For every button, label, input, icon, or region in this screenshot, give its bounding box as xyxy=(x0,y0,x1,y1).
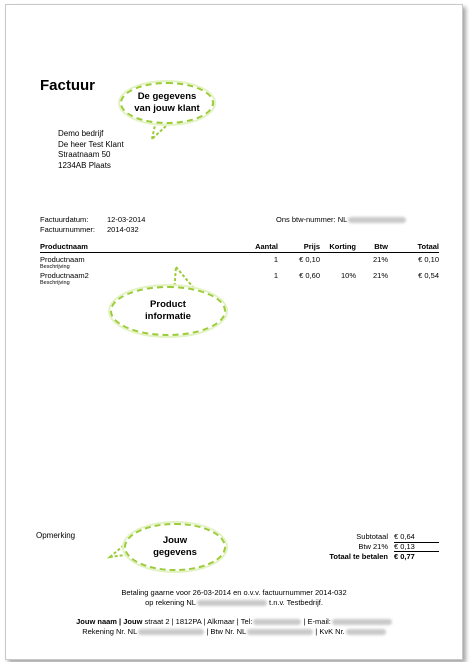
col-product: Productnaam xyxy=(40,242,210,253)
vat-number-prefix: NL xyxy=(337,215,348,224)
footer-postal-city: 1812PA | Alkmaar xyxy=(175,617,235,626)
row-vat: 21% xyxy=(372,271,388,280)
customer-street: Straatnaam 50 xyxy=(58,150,111,159)
invoice-page xyxy=(5,4,463,660)
product-desc: Beschrijving xyxy=(40,280,70,286)
subtotal-label: Subtotaal xyxy=(356,532,388,541)
redacted-email xyxy=(332,619,392,625)
table-row xyxy=(40,253,439,272)
footer-btw-label: Btw Nr. NL xyxy=(210,626,247,636)
col-total: Totaal xyxy=(388,242,439,253)
row-total: € 0,10 xyxy=(418,255,439,264)
col-price: Prijs xyxy=(278,242,320,253)
invoice-date-label: Factuurdatum: xyxy=(40,215,89,224)
footer-account-label: Rekening Nr. NL xyxy=(82,626,138,636)
customer-contact: De heer Test Klant xyxy=(58,139,124,149)
product-desc: Beschrijving xyxy=(40,264,70,270)
grand-total-label: Totaal te betalen xyxy=(329,552,388,561)
col-discount: Korting xyxy=(320,242,356,253)
row-qty: 1 xyxy=(273,255,278,264)
payment-terms xyxy=(6,588,462,607)
footer-email-label: E-mail: xyxy=(307,617,331,626)
vat-total-value: € 0,13 xyxy=(394,542,415,551)
row-vat: 21% xyxy=(372,255,388,264)
payment-line2-prefix: op rekening NL xyxy=(145,597,196,607)
grand-total-value: € 0,77 xyxy=(394,552,415,561)
payment-line2-suffix: t.n.v. Testbedrijf. xyxy=(266,597,323,607)
row-qty: 1 xyxy=(273,271,278,280)
items-table xyxy=(40,242,439,287)
callout-own-details xyxy=(124,523,226,571)
product-name: Productnaam2 xyxy=(40,271,89,280)
row-total: € 0,54 xyxy=(418,271,439,280)
callout-own-line2: gegevens xyxy=(153,547,197,558)
redacted-account xyxy=(197,600,267,606)
row-discount xyxy=(320,253,356,272)
table-header-row xyxy=(40,242,439,253)
row-price: € 0,60 xyxy=(299,271,320,280)
footer-kvk-label: KvK Nr. xyxy=(319,626,345,636)
redacted-account xyxy=(138,629,204,635)
callout-product xyxy=(110,286,226,336)
callout-product-line2: informatie xyxy=(145,311,191,322)
callout-own-line1: Jouw xyxy=(162,535,188,546)
invoice-number-value: 2014-032 xyxy=(107,225,139,234)
footer-name: Jouw naam xyxy=(76,617,117,626)
row-price: € 0,10 xyxy=(299,255,320,264)
redacted-tel xyxy=(253,619,301,625)
vat-number xyxy=(276,215,406,225)
col-qty: Aantal xyxy=(210,242,278,253)
col-vat: Btw xyxy=(356,242,388,253)
customer-address xyxy=(58,129,124,171)
footer-street-b: straat 2 xyxy=(144,617,170,626)
redacted-kvk xyxy=(346,629,386,635)
callout-customer xyxy=(120,82,214,124)
redacted-vat xyxy=(348,217,406,223)
invoice-date-value: 12-03-2014 xyxy=(107,215,146,224)
customer-company: Demo bedrijf xyxy=(58,129,104,138)
vat-number-label: Ons btw-nummer: xyxy=(276,215,336,224)
company-footer: Jouw naam | Jouw straat 2 | 1812PA | Alkmaar | Tel: | E-mail: Rekening Nr. NL | Btw Nr. NL | KvK Nr. xyxy=(6,617,462,636)
vat-total-label: Btw 21% xyxy=(358,542,388,551)
footer-street-a: Jouw xyxy=(123,617,143,626)
invoice-number-label: Factuurnummer: xyxy=(40,225,96,234)
row-discount: 10% xyxy=(340,271,356,280)
callout-product-line1: Product xyxy=(150,299,186,310)
remark-label: Opmerking xyxy=(36,531,76,540)
payment-line1: Betaling gaarne voor 26-03-2014 en o.v.v. factuurnummer 2014-032 xyxy=(121,588,347,597)
callout-customer-line2: van jouw klant xyxy=(134,103,200,114)
callout-customer-line1: De gegevens xyxy=(137,91,197,102)
subtotal-value: € 0,64 xyxy=(394,532,415,541)
invoice-meta xyxy=(40,215,145,235)
product-name: Productnaam xyxy=(40,255,85,264)
footer-tel-label: Tel: xyxy=(240,617,253,626)
invoice-title: Factuur xyxy=(40,77,96,94)
redacted-btw xyxy=(247,629,313,635)
table-row xyxy=(40,271,439,287)
customer-city: 1234AB Plaats xyxy=(58,160,111,170)
